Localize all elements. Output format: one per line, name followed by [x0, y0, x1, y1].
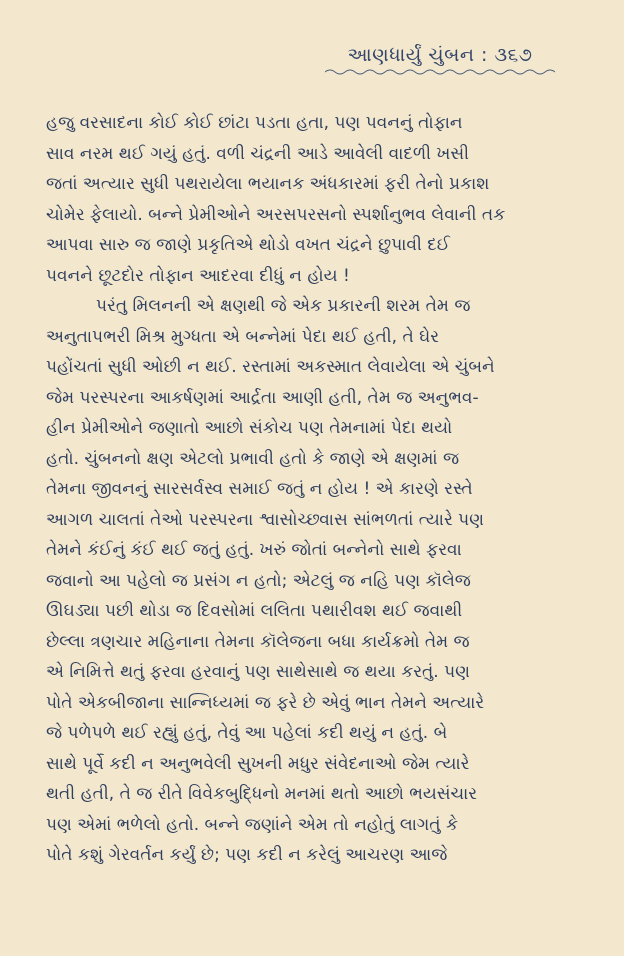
running-head [300, 44, 580, 76]
paragraph [46, 291, 586, 871]
text-line: જવાનો આ પહેલો જ પ્રસંગ ન હતો; એટલું જ નહિ પણ કૉલેજ [46, 570, 471, 591]
text-line: તેમના જીવનનું સારસર્વસ્વ સમાઈ જતું ન હોય ! એ કારણે રસ્તે [46, 479, 473, 499]
text-line: થતી હતી, તે જ રીતે વિવેકબુદ્ધિનો મનમાં થતો આછો ભયસંચાર [46, 784, 478, 804]
text-line: પવનને છૂટદોર તોફાન આદરવા દીધું ન હોય ! [46, 265, 350, 286]
running-head-ornamental-rule [325, 68, 555, 76]
text-line: જતાં અત્યાર સુધી પથરાયેલા ભયાનક અંધકારમાં ફરી તેનો પ્રકાશ [46, 174, 490, 194]
running-head-title: આણધાર્યું ચુંબન : ૩૬૭ [347, 44, 533, 66]
text-line: પહોંચતાં સુધી ઓછી ન થઈ. રસ્તામાં અકસ્માત લેવાયેલા એ ચુંબને [46, 357, 495, 377]
text-line: અનુતાપભરી મિશ્ર મુગ્ધતા એ બન્નેમાં પેદા થઈ હતી, તે ઘેર [46, 326, 440, 347]
text-line: પણ એમાં ભળેલો હતો. બન્ને જણાંને એમ તો નહોતું લાગતું કે [46, 814, 458, 835]
text-line: આપવા સારુ જ જાણે પ્રકૃતિએ થોડો વખત ચંદ્રને છુપાવી દઈ [46, 235, 450, 255]
text-line: તેમને કંઈનું કંઈ થઈ જતું હતું. ખરું જોતાં બન્નેનો સાથે ફરવા [46, 540, 462, 560]
text-line: પરંતુ મિલનની એ ક્ષણથી જે એક પ્રકારની શરમ તેમ જ [96, 296, 471, 316]
text-line: હજુ વરસાદના કોઈ કોઈ છાંટા પડતા હતા, પણ પવનનું તોફાન [46, 113, 463, 133]
text-line: ચોમેર ફેલાયો. બન્ને પ્રેમીઓને અરસપરસનો સ્પર્શાનુભવ લેવાની તક [46, 204, 506, 225]
body-text [46, 108, 586, 871]
text-line: સાવ નરમ થઈ ગયું હતું. વળી ચંદ્રની આડે આવેલી વાદળી ખસી [46, 143, 470, 164]
text-line: હીન પ્રેમીઓને જણાતો આછો સંકોચ પણ તેમનામાં પેદા થયો [46, 418, 453, 438]
text-line: હતો. ચુંબનનો ક્ષણ એટલો પ્રભાવી હતો કે જાણે એ ક્ષણમાં જ [46, 448, 460, 469]
text-line: ઊઘડ્યા પછી થોડા જ દિવસોમાં લલિતા પથારીવશ થઈ જવાથી [46, 601, 463, 621]
paragraph [46, 108, 586, 291]
text-line: આગળ ચાલતાં તેઓ પરસ્પરના શ્વાસોચ્છ્વાસ સાંભળતાં ત્યારે પણ [46, 509, 485, 530]
text-line: પોતે એકબીજાના સાન્નિધ્યમાં જ ફરે છે એવું ભાન તેમને અત્યારે [46, 692, 485, 713]
text-line: સાથે પૂર્વે કદી ન અનુભવેલી સુખની મધુર સંવેદનાઓ જેમ ત્યારે [46, 753, 470, 774]
text-line: જેમ પરસ્પરના આકર્ષણમાં આર્દ્રતા આણી હતી, તેમ જ અનુભવ- [46, 387, 479, 408]
text-line: જે પળેપળે થઈ રહ્યું હતું, તેવું આ પહેલાં કદી થયું ન હતું. બે [46, 723, 448, 743]
text-line: છેલ્લા ત્રણચાર મહિનાના તેમના કૉલેજના બધા કાર્યક્રમો તેમ જ [46, 631, 470, 652]
text-line: એ નિમિત્તે થતું ફરવા હરવાનું પણ સાથેસાથે જ થયા કરતું. પણ [46, 662, 470, 682]
text-line: પોતે કશું ગેરવર્તન કર્યું છે; પણ કદી ન કરેલું આચરણ આજે [46, 845, 448, 865]
